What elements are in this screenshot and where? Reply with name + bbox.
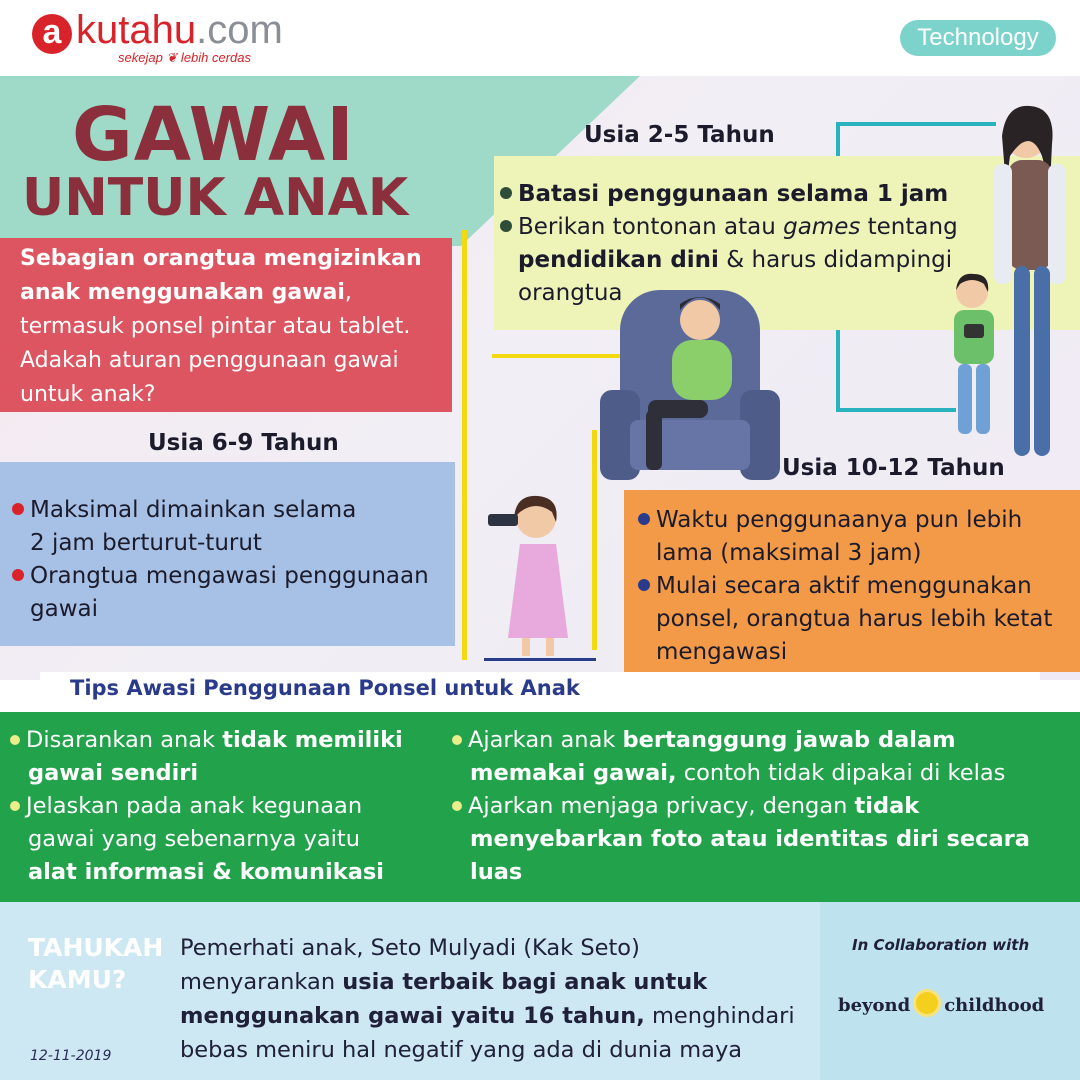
- list-item: [500, 211, 990, 244]
- list-item-text-bold: tidak: [854, 793, 920, 819]
- fact-text-bold: usia terbaik bagi anak untuk: [342, 969, 708, 995]
- publish-date: 12-11-2019: [30, 1048, 112, 1064]
- did-you-know-line: KAMU?: [28, 965, 127, 994]
- tips-list-left: [10, 724, 440, 889]
- bullet-icon: [638, 513, 650, 525]
- list-item: [500, 178, 990, 211]
- bullet-icon: [500, 187, 512, 199]
- logo-domain: .com: [196, 8, 283, 52]
- list-item-continuation: [452, 823, 1072, 856]
- intro-bold: Sebagian orangtua mengizinkan anak menggunakan gawai: [20, 246, 422, 305]
- list-item-text: Jelaskan pada anak kegunaan: [26, 793, 363, 819]
- list-item-text: Orangtua mengawasi penggunaan: [30, 563, 429, 589]
- list-item-text: tentang: [860, 214, 958, 240]
- list-item: [452, 724, 1072, 757]
- bullet-icon: [10, 735, 20, 745]
- list-item-text-bold: bertanggung jawab dalam: [622, 727, 956, 753]
- fact-text-regular: menghindari: [644, 1003, 795, 1029]
- list-item-text-bold: tidak memiliki: [222, 727, 403, 753]
- fact-text-regular: menyarankan: [180, 969, 343, 995]
- bullet-icon: [12, 503, 24, 515]
- collaboration-label: In Collaboration with: [852, 936, 1030, 954]
- list-item-text: Ajarkan menjaga privacy, dengan: [468, 793, 855, 819]
- did-you-know-label: [28, 932, 163, 996]
- list-item-continuation: gawai: [30, 596, 98, 622]
- boy-with-phone-illustration: [940, 268, 1010, 444]
- list-item: [638, 504, 1078, 537]
- tips-title: Tips Awasi Penggunaan Ponsel untuk Anak: [70, 676, 580, 700]
- partner-name-part: childhood: [944, 995, 1045, 1016]
- list-item-continuation: [452, 856, 1072, 889]
- list-item: [12, 494, 452, 527]
- age-6-9-heading: Usia 6-9 Tahun: [148, 430, 339, 456]
- age-2-5-heading: Usia 2-5 Tahun: [584, 122, 775, 148]
- bullet-icon: [452, 735, 462, 745]
- fact-text-bold: menggunakan gawai yaitu 16 tahun,: [180, 1003, 645, 1029]
- list-item-text: Maksimal dimainkan selama: [30, 497, 357, 523]
- bullet-icon: [500, 220, 512, 232]
- list-item: [10, 724, 440, 757]
- intro-box: [0, 238, 452, 412]
- list-item: [12, 560, 452, 593]
- list-item-text-bold: luas: [470, 859, 523, 885]
- sun-icon: [916, 992, 938, 1014]
- age-10-12-heading: Usia 10-12 Tahun: [782, 455, 1005, 481]
- connector-line: [462, 230, 467, 660]
- did-you-know-line: TAHUKAH: [28, 933, 164, 962]
- parent-in-chair-illustration: [600, 270, 780, 490]
- fact-line: [180, 999, 810, 1033]
- list-item-continuation: ponsel, orangtua harus lebih ketat: [656, 606, 1053, 632]
- list-item: [452, 790, 1072, 823]
- partner-name-part: beyond: [838, 995, 911, 1016]
- age-10-12-list: [638, 504, 1078, 669]
- list-item-text-bold: memakai gawai,: [470, 760, 677, 786]
- fact-line: [180, 965, 810, 999]
- list-item-text: & harus didampingi orangtua: [518, 247, 953, 306]
- list-item-text-bold: gawai sendiri: [28, 760, 199, 786]
- logo-mark[interactable]: a: [32, 14, 72, 54]
- list-item-text-italic: games: [783, 214, 861, 240]
- fact-line: Pemerhati anak, Seto Mulyadi (Kak Seto): [180, 935, 640, 961]
- logo-wordmark[interactable]: [76, 8, 283, 53]
- list-item-text: Mulai secara aktif menggunakan: [656, 573, 1032, 599]
- logo-name: kutahu: [76, 8, 197, 52]
- list-item-text-bold: alat informasi & komunikasi: [28, 859, 385, 885]
- connector-line: [836, 122, 840, 158]
- page-title: GAWAI: [72, 92, 355, 178]
- list-item-text-bold: pendidikan dini: [518, 247, 719, 273]
- logo-tagline: sekejap ❦ lebih cerdas: [118, 50, 252, 65]
- list-item-continuation: 2 jam berturut-turut: [30, 530, 262, 556]
- bullet-icon: [638, 579, 650, 591]
- girl-with-phone-illustration: [484, 488, 596, 664]
- category-badge[interactable]: Technology: [900, 20, 1056, 56]
- partner-logo[interactable]: [838, 992, 1044, 1016]
- list-item-text-bold: menyebarkan foto atau identitas diri secara: [470, 826, 1030, 852]
- list-item-continuation: [452, 757, 1072, 790]
- list-item-text: Berikan tontonan atau: [518, 214, 784, 240]
- list-item-continuation: gawai yang sebenarnya yaitu: [28, 826, 361, 852]
- list-item-text: Waktu penggunaanya pun lebih: [656, 507, 1023, 533]
- fact-text: [180, 931, 810, 1067]
- list-item-text: contoh tidak dipakai di kelas: [676, 760, 1006, 786]
- tips-list-right: [452, 724, 1072, 889]
- bullet-icon: [452, 801, 462, 811]
- intro-text: , termasuk ponsel pintar atau tablet. Adakah aturan penggunaan gawai untuk anak?: [20, 280, 411, 407]
- connector-line: [836, 122, 996, 126]
- list-item-continuation: lama (maksimal 3 jam): [656, 540, 922, 566]
- list-item: [10, 790, 440, 823]
- bullet-icon: [12, 569, 24, 581]
- bullet-icon: [10, 801, 20, 811]
- list-item: [638, 570, 1078, 603]
- fact-line: bebas meniru hal negatif yang ada di dunia maya: [180, 1037, 743, 1063]
- list-item-text: Ajarkan anak: [468, 727, 623, 753]
- collaboration-panel: [820, 902, 1080, 1080]
- list-item-text: Disarankan anak: [26, 727, 223, 753]
- list-item-continuation: mengawasi: [656, 639, 788, 665]
- connector-line: [836, 330, 840, 410]
- connector-line: [836, 408, 956, 412]
- list-item-text: Batasi penggunaan selama 1 jam: [518, 181, 949, 207]
- list-item-continuation: [10, 856, 440, 889]
- page-subtitle: UNTUK ANAK: [22, 168, 409, 228]
- list-item-continuation: [10, 757, 440, 790]
- age-6-9-list: [12, 494, 452, 626]
